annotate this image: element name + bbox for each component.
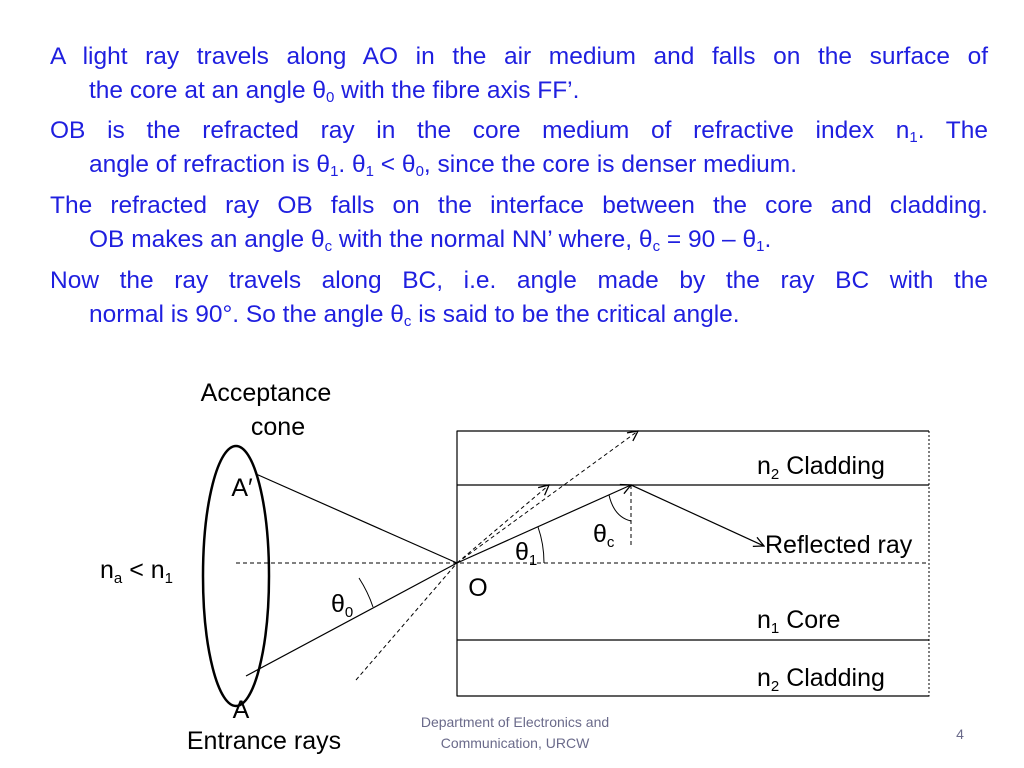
- paragraph-3-line-1: The refracted ray OB falls on the interface between the core and cladding.: [50, 192, 988, 219]
- cladding-top-label: $n_2$ Cladding: [757, 452, 885, 483]
- acceptance-label-line-1: Acceptance: [200, 379, 332, 407]
- acceptance-label-line-2: cone: [250, 413, 306, 441]
- paragraph-1-line-2: the core at an angle $\theta_0$ with the fibre axis FF’.: [89, 77, 580, 106]
- core-label: $n_1$ Core: [757, 606, 841, 637]
- paragraph-1-line-1: A light ray travels along AO in the air medium and falls on the surface of: [50, 43, 988, 70]
- footer-department: [380, 712, 650, 754]
- footer-line-1: Department of Electronics and: [420, 714, 610, 730]
- cladding-bottom-label: $n_2$ Cladding: [757, 664, 885, 695]
- entrance-rays-label: Entrance rays: [186, 727, 342, 755]
- paragraph-4-line-2: normal is 90°. So the angle $\theta_c$ is said to be the critical angle.: [89, 301, 740, 330]
- theta1-label: $\theta_1$: [515, 538, 538, 569]
- theta0-arc: [359, 578, 373, 607]
- refractive-index-relation: $n_a < n_1$: [100, 556, 173, 587]
- paragraph-3-line-2: OB makes an angle $\theta_c$ with the normal NN’ where, $\theta_c = 90 - \theta_1$.: [89, 226, 772, 255]
- cone-ray-top: [256, 474, 457, 563]
- theta0-label: $\theta_0$: [331, 590, 354, 621]
- label-o: O: [468, 574, 488, 602]
- reflected-ray-bc: [631, 485, 764, 546]
- thetac-label: $\theta_c$: [593, 520, 615, 551]
- label-a: A: [232, 696, 250, 724]
- reflected-ray-label: Reflected ray: [765, 531, 913, 559]
- paragraph-2-line-2: angle of refraction is $\theta_1$. $\theta_1 < \theta_0$, since the core is denser medium.: [89, 151, 798, 180]
- paragraph-2-line-1: OB is the refracted ray in the core medium of refractive index $n_1$. The: [50, 117, 989, 146]
- thetac-arc: [609, 495, 631, 521]
- page-number: 4: [956, 726, 964, 742]
- footer-line-2: Communication, URCW: [440, 735, 590, 751]
- label-a-prime: A′: [231, 474, 253, 502]
- incident-ray-extension: [356, 563, 457, 680]
- paragraph-4-line-1: Now the ray travels along BC, i.e. angle made by the ray BC with the: [50, 267, 988, 294]
- theta1-arc: [538, 527, 544, 563]
